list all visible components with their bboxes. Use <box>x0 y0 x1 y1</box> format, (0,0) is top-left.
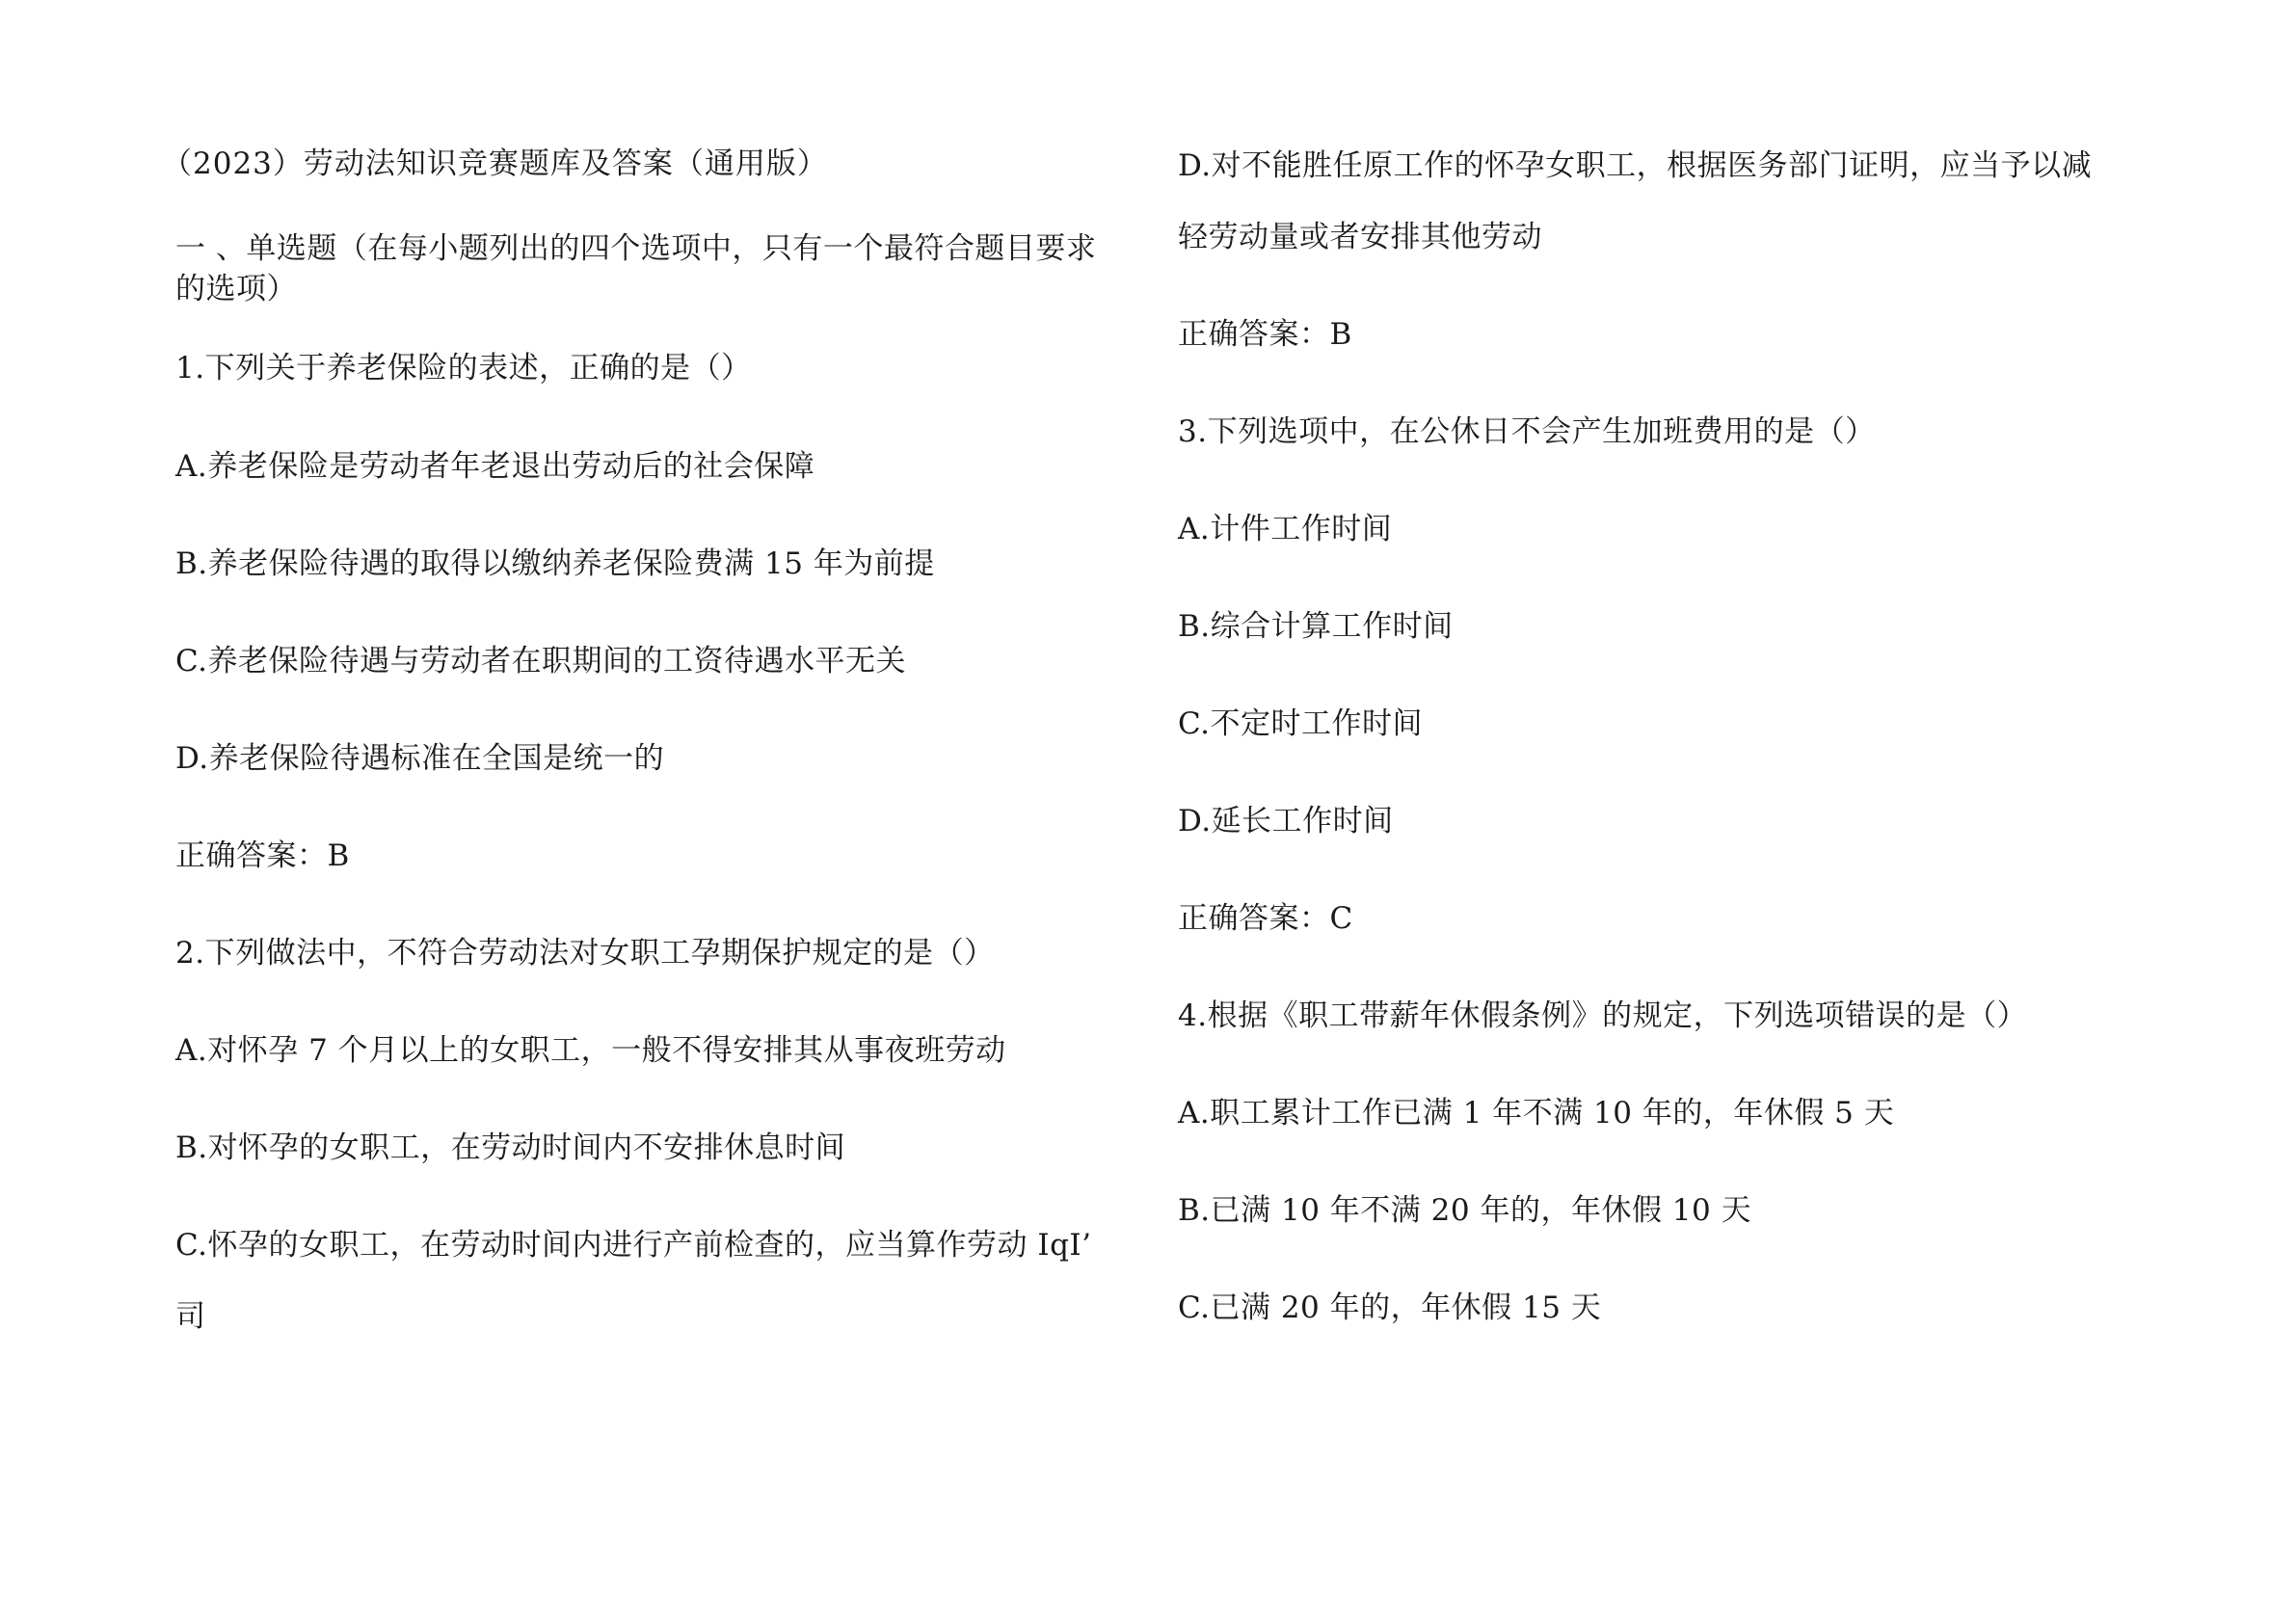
question-3: 3.下列选项中，在公休日不会产生加班费用的是（） <box>1178 414 1876 449</box>
q2-option-c-line-1: C.怀孕的女职工，在劳动时间内进行产前检查的，应当算作劳动 IqI’ <box>175 1228 1092 1263</box>
q4-option-c: C.已满 20 年的，年休假 15 天 <box>1178 1290 1602 1325</box>
q3-option-c: C.不定时工作时间 <box>1178 706 1423 741</box>
question-1: 1.下列关于养老保险的表述，正确的是（） <box>175 351 752 386</box>
section-heading-line-2: 的选项） <box>175 272 297 306</box>
q2-option-b: B.对怀孕的女职工，在劳动时间内不安排休息时间 <box>175 1131 846 1165</box>
question-2: 2.下列做法中，不符合劳动法对女职工孕期保护规定的是（） <box>175 936 995 971</box>
q2-option-d-line-2: 轻劳动量或者安排其他劳动 <box>1178 220 1542 254</box>
section-heading-line-1: 一 、单选题（在每小题列出的四个选项中，只有一个最符合题目要求 <box>175 231 1097 266</box>
q3-option-a: A.计件工作时间 <box>1178 512 1393 546</box>
q2-option-d-line-1: D.对不能胜任原工作的怀孕女职工，根据医务部门证明，应当予以减 <box>1178 148 2093 183</box>
q4-option-b: B.已满 10 年不满 20 年的，年休假 10 天 <box>1178 1193 1752 1228</box>
document-title: （2023）劳动法知识竞赛题库及答案（通用版） <box>162 146 828 181</box>
q3-option-b: B.综合计算工作时间 <box>1178 609 1454 644</box>
q3-option-d: D.延长工作时间 <box>1178 804 1394 838</box>
q2-option-c-line-2: 司 <box>175 1299 206 1334</box>
left-column <box>175 0 1139 1623</box>
q1-option-c: C.养老保险待遇与劳动者在职期间的工资待遇水平无关 <box>175 644 906 678</box>
q2-option-a: A.对怀孕 7 个月以上的女职工，一般不得安排其从事夜班劳动 <box>175 1033 1006 1068</box>
q1-answer: 正确答案：B <box>175 838 350 873</box>
question-4: 4.根据《职工带薪年休假条例》的规定，下列选项错误的是（） <box>1178 998 2028 1033</box>
q1-option-b: B.养老保险待遇的取得以缴纳养老保险费满 15 年为前提 <box>175 546 935 581</box>
q1-option-d: D.养老保险待遇标准在全国是统一的 <box>175 741 665 776</box>
q2-answer: 正确答案：B <box>1178 317 1352 352</box>
q1-option-a: A.养老保险是劳动者年老退出劳动后的社会保障 <box>175 449 815 484</box>
right-column <box>1178 0 2142 1623</box>
q4-option-a: A.职工累计工作已满 1 年不满 10 年的，年休假 5 天 <box>1178 1096 1895 1131</box>
q3-answer: 正确答案：C <box>1178 901 1353 936</box>
